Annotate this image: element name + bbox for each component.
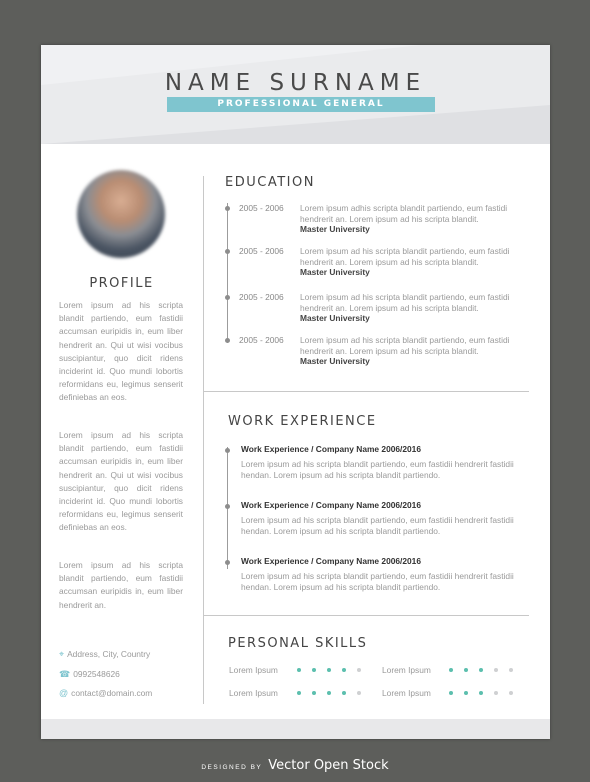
timeline-dot <box>225 249 230 254</box>
skill-dot-filled <box>312 691 316 695</box>
location-pin-icon: ⌖ <box>59 649 65 659</box>
skill-dot-empty <box>494 668 498 672</box>
skills-heading: PERSONAL SKILLS <box>228 636 368 651</box>
phone-icon: ☎ <box>59 669 71 679</box>
education-timeline <box>227 203 228 343</box>
designer-credit <box>0 756 590 774</box>
skill-label: Lorem Ipsum <box>229 665 278 675</box>
work-title: Work Experience / Company Name 2006/2016 <box>241 556 421 566</box>
skill-dot-empty <box>509 691 513 695</box>
skill-dot-filled <box>449 668 453 672</box>
email-text: contact@domain.com <box>71 688 153 698</box>
skill-dot-empty <box>509 668 513 672</box>
education-heading: EDUCATION <box>225 175 315 190</box>
footer-strip <box>41 719 550 739</box>
work-title: Work Experience / Company Name 2006/2016 <box>241 500 421 510</box>
education-years: 2005 - 2006 <box>239 292 284 302</box>
profile-paragraph: Lorem ipsum ad his scripta blandit partiendo, eum fastidii accumsan euripidis in, eum liber hendrerit an. Qui ut wisi vocibus suscipiantur, quo dicit ridens inciderint id. Quo mundi lobortis reformidans eu, legimus senserit definiebas an eos. <box>59 430 183 533</box>
contact-phone <box>59 669 120 680</box>
education-years: 2005 - 2006 <box>239 203 284 213</box>
skill-dot-filled <box>327 691 331 695</box>
profile-heading: PROFILE <box>89 276 154 291</box>
skill-dot-filled <box>312 668 316 672</box>
work-description: Lorem ipsum ad his scripta blandit partiendo, eum fastidii hendrerit fastidii hendan. Lorem ipsum ad his scripta blandit partiendo. <box>241 571 514 592</box>
skill-dot-filled <box>342 691 346 695</box>
skill-dot-filled <box>342 668 346 672</box>
education-school: Master University <box>300 224 370 235</box>
education-school: Master University <box>300 267 370 278</box>
education-entry <box>300 246 530 278</box>
skill-dot-filled <box>479 691 483 695</box>
profile-paragraph: Lorem ipsum ad his scripta blandit partiendo, eum fastidii accumsan euripidis in, eum liber hendrerit an. <box>59 560 183 610</box>
work-description: Lorem ipsum ad his scripta blandit partiendo, eum fastidii hendrerit fastidii hendan. Lorem ipsum ad his scripta blandit partiendo. <box>241 515 514 536</box>
phone-text: 0992548626 <box>73 669 120 679</box>
education-entry <box>300 335 530 367</box>
timeline-dot <box>225 295 230 300</box>
credit-brand: Vector Open Stock <box>268 758 389 773</box>
education-school: Master University <box>300 356 370 367</box>
work-heading: WORK EXPERIENCE <box>228 414 377 429</box>
resume-page <box>41 45 550 739</box>
education-description: Lorem ipsum ad his scripta blandit partiendo, eum fastidi hendrerit an. Lorem ipsum ad his scripta blandit. <box>300 335 510 356</box>
job-title: PROFESSIONAL GENERAL <box>167 97 435 112</box>
education-years: 2005 - 2006 <box>239 335 284 345</box>
work-title: Work Experience / Company Name 2006/2016 <box>241 444 421 454</box>
skill-label: Lorem Ipsum <box>382 688 431 698</box>
skill-label: Lorem Ipsum <box>382 665 431 675</box>
education-description: Lorem ipsum adhis scripta blandit partiendo, eum fastidi hendrerit an. Lorem ipsum ad his scripta blandit. <box>300 203 508 224</box>
skill-dot-empty <box>494 691 498 695</box>
timeline-dot <box>225 560 230 565</box>
skill-dot-filled <box>464 691 468 695</box>
contact-email <box>59 688 152 698</box>
section-divider <box>203 391 529 392</box>
credit-prefix: DESIGNED BY <box>201 764 263 771</box>
skill-dot-filled <box>464 668 468 672</box>
timeline-dot <box>225 504 230 509</box>
timeline-dot <box>225 448 230 453</box>
section-divider <box>203 615 529 616</box>
timeline-dot <box>225 338 230 343</box>
work-description: Lorem ipsum ad his scripta blandit partiendo, eum fastidii hendrerit fastidii hendan. Lorem ipsum ad his scripta blandit partiendo. <box>241 459 514 480</box>
at-sign-icon: @ <box>59 688 69 698</box>
skill-dot-filled <box>297 691 301 695</box>
education-description: Lorem ipsum ad his scripta blandit partiendo, eum fastidi hendrerit an. Lorem ipsum ad his scripta blandit. <box>300 292 510 313</box>
education-entry <box>300 203 530 235</box>
column-divider <box>203 176 204 704</box>
skill-dot-filled <box>297 668 301 672</box>
skill-dot-filled <box>479 668 483 672</box>
contact-address <box>59 649 150 660</box>
skill-dot-empty <box>357 668 361 672</box>
skill-label: Lorem Ipsum <box>229 688 278 698</box>
candidate-name: NAME SURNAME <box>164 70 427 96</box>
address-text: Address, City, Country <box>67 649 151 659</box>
skill-dot-filled <box>327 668 331 672</box>
education-school: Master University <box>300 313 370 324</box>
education-description: Lorem ipsum ad his scripta blandit partiendo, eum fastidi hendrerit an. Lorem ipsum ad his scripta blandit. <box>300 246 510 267</box>
skill-dot-empty <box>357 691 361 695</box>
education-entry <box>300 292 530 324</box>
profile-paragraph: Lorem ipsum ad his scripta blandit partiendo, eum fastidii accumsan euripidis in, eum liber hendrerit an. Qui ut wisi vocibus suscipiantur, quo dicit ridens inciderint id. Quo mundi lobortis reformidans eu, legimus senserit definiebas an eos. <box>59 300 183 403</box>
timeline-dot <box>225 206 230 211</box>
skill-dot-filled <box>449 691 453 695</box>
profile-photo <box>77 170 165 258</box>
education-years: 2005 - 2006 <box>239 246 284 256</box>
